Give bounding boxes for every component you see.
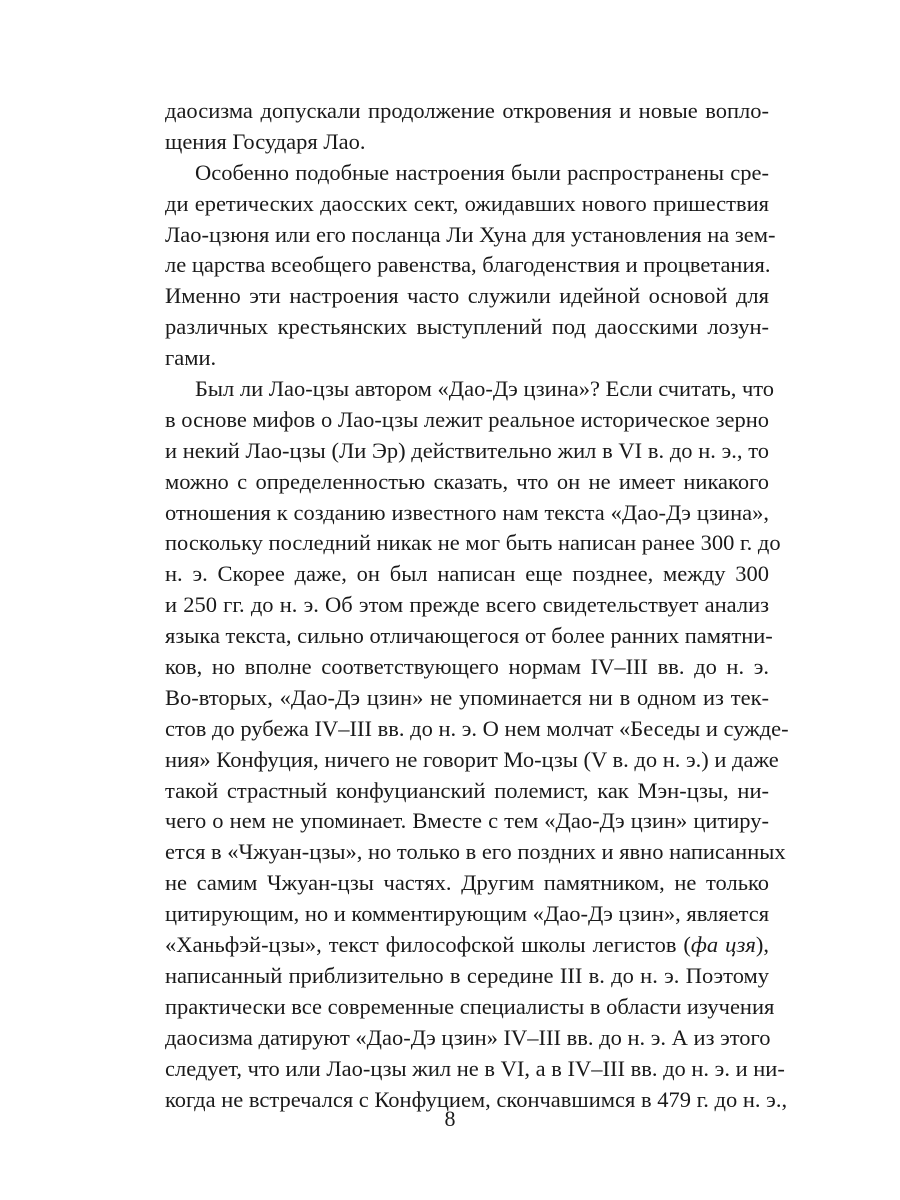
text-line: Был ли Лао-цзы автором «Дао-Дэ цзина»? Если считать, что	[195, 376, 775, 402]
text-line: отношения к созданию известного нам текста «Дао-Дэ цзина»,	[165, 499, 769, 525]
text-line: языка текста, сильно отличающегося от более ранних памятни-	[165, 623, 773, 649]
text-line: и 250 гг. до н. э. Об этом прежде всего свидетельствует анализ	[165, 592, 769, 618]
text-line: стов до рубежа IV–III вв. до н. э. О нем молчат «Беседы и сужде-	[165, 715, 789, 741]
text-line: даосизма допускали продолжение откровения и новые вопло-	[165, 98, 769, 123]
text-line: н. э. Скорее даже, он был написан еще позднее, между 300	[165, 561, 769, 587]
text-line: различных крестьянских выступлений под даосскими лозун-	[165, 314, 769, 340]
text-line: и некий Лао-цзы (Ли Эр) действительно жил в VI в. до н. э., то	[165, 437, 769, 463]
text-line: Особенно подобные настроения были распространены сре-	[195, 159, 769, 185]
text-line: такой страстный конфуцианский полемист, как Мэн-цзы, ни-	[165, 777, 769, 803]
text-line-start: «Ханьфэй-цзы», текст философской школы легистов (	[165, 932, 691, 958]
text-line: когда не встречался с Конфуцием, скончавшимся в 479 г. до н. э.,	[165, 1086, 788, 1112]
text-line: не самим Чжуан-цзы частях. Другим памятником, не только	[165, 870, 769, 896]
text-line: Во-вторых, «Дао-Дэ цзин» не упоминается ни в одном из тек-	[165, 684, 769, 710]
text-line: ков, но вполне соответствующего нормам IV–III вв. до н. э.	[165, 654, 769, 680]
text-line: следует, что или Лао-цзы жил не в VI, а в IV–III вв. до н. э. и ни-	[165, 1055, 785, 1081]
text-line: написанный приблизительно в середине III в. до н. э. Поэтому	[165, 962, 769, 988]
text-line: ния» Конфуция, ничего не говорит Мо-цзы (V в. до н. э.) и даже	[165, 746, 779, 772]
text-line-with-italic	[165, 930, 769, 961]
text-line: поскольку последний никак не мог быть написан ранее 300 г. до	[165, 530, 781, 556]
text-line: ле царства всеобщего равенства, благоденствия и процветания.	[165, 252, 771, 278]
page-number: 8	[444, 1106, 456, 1131]
text-line: практически все современные специалисты в области изучения	[165, 993, 775, 1019]
text-line-end: ),	[755, 932, 769, 958]
text-line: гами.	[165, 345, 217, 371]
text-line: щения Государя Лао.	[165, 128, 366, 154]
text-line: чего о нем не упоминает. Вместе с тем «Дао-Дэ цзин» цитиру-	[165, 808, 769, 834]
text-line: Лао-цзюня или его посланца Ли Хуна для установления на зем-	[165, 221, 776, 247]
text-line: в основе мифов о Лао-цзы лежит реальное историческое зерно	[165, 406, 769, 432]
text-line: ди еретических даосских сект, ожидавших нового пришествия	[165, 190, 769, 216]
text-line: цитирующим, но и комментирующим «Дао-Дэ цзин», является	[165, 901, 770, 927]
text-line: Именно эти настроения часто служили идейной основой для	[165, 283, 769, 309]
text-line: можно с определенностью сказать, что он не имеет никакого	[165, 468, 769, 494]
text-line: ется в «Чжуан-цзы», но только в его поздних и явно написанных	[165, 839, 786, 865]
italic-term: фа цзя	[690, 932, 756, 958]
body-text	[165, 96, 789, 1115]
text-line: даосизма датируют «Дао-Дэ цзин» IV–III вв. до н. э. А из этого	[165, 1024, 771, 1050]
